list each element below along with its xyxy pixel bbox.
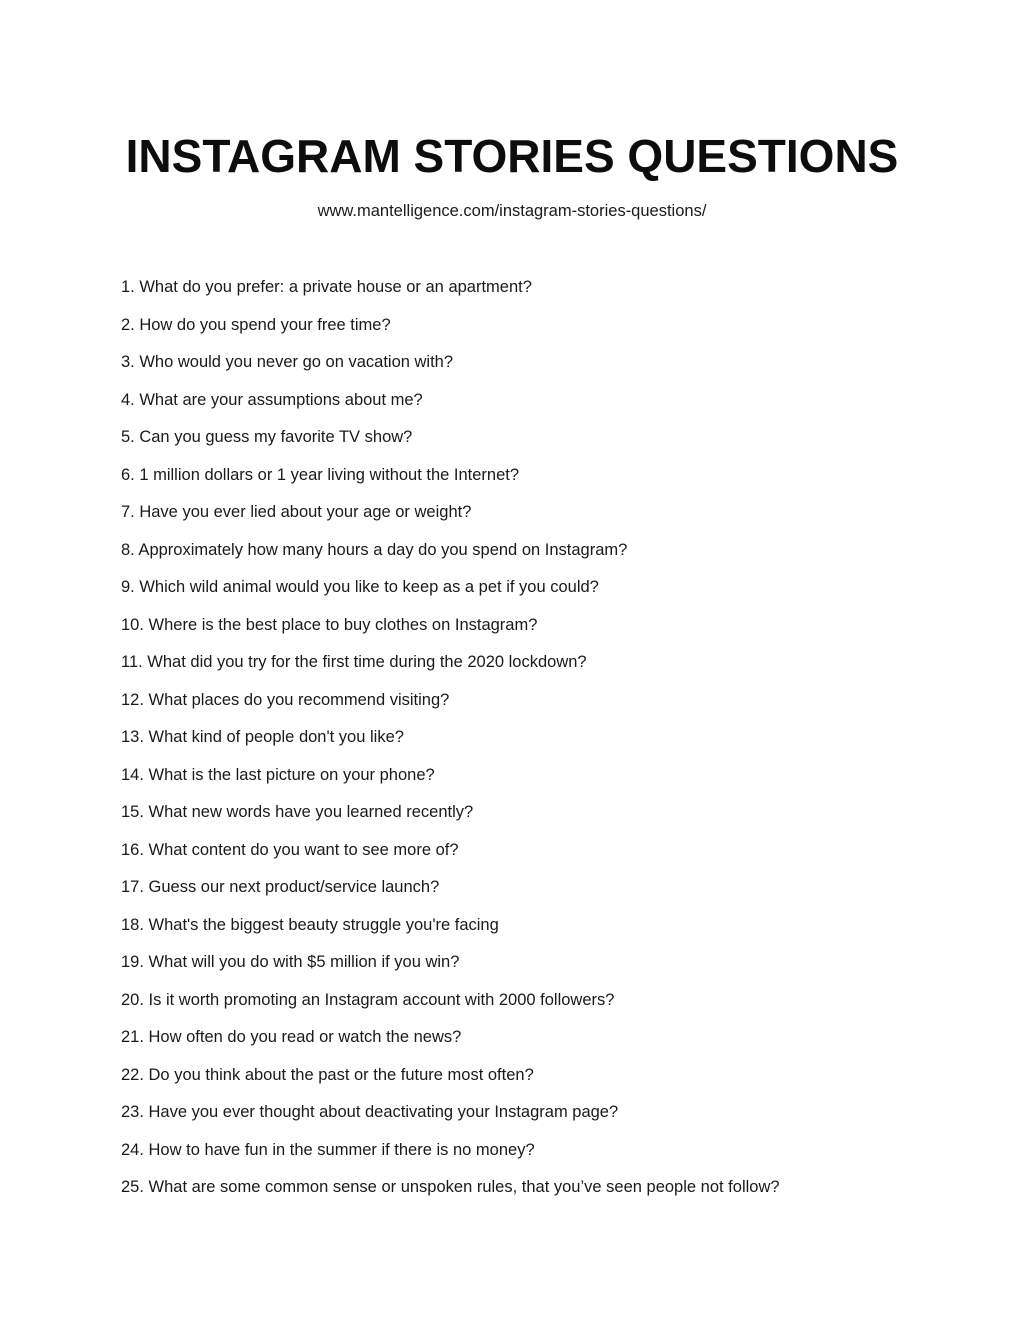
question-item: 22. Do you think about the past or the future most often? [121, 1065, 534, 1084]
question-item: 3. Who would you never go on vacation with? [121, 353, 454, 371]
question-item: 12. What places do you recommend visiting? [121, 690, 450, 709]
source-url: www.mantelligence.com/instagram-stories-questions/ [317, 202, 707, 220]
question-item: 6. 1 million dollars or 1 year living without the Internet? [121, 465, 520, 484]
question-item: 1. What do you prefer: a private house or an apartment? [121, 278, 532, 296]
question-item: 11. What did you try for the first time during the 2020 lockdown? [121, 653, 587, 671]
page-title: INSTAGRAM STORIES QUESTIONS [125, 130, 899, 182]
question-item: 9. Which wild animal would you like to keep as a pet if you could? [121, 578, 599, 596]
question-item: 24. How to have fun in the summer if there is no money? [121, 1140, 535, 1159]
question-item: 5. Can you guess my favorite TV show? [121, 428, 413, 446]
question-item: 17. Guess our next product/service launch? [121, 878, 440, 896]
question-item: 4. What are your assumptions about me? [121, 390, 423, 409]
question-item: 8. Approximately how many hours a day do you spend on Instagram? [121, 540, 628, 559]
question-item: 16. What content do you want to see more of? [121, 840, 459, 859]
question-item: 10. Where is the best place to buy clothes on Instagram? [121, 615, 538, 634]
question-item: 13. What kind of people don't you like? [121, 728, 404, 746]
question-item: 21. How often do you read or watch the news? [121, 1028, 462, 1046]
question-item: 15. What new words have you learned recently? [121, 803, 474, 821]
question-list [121, 276, 981, 1214]
question-item: 20. Is it worth promoting an Instagram account with 2000 followers? [121, 990, 615, 1009]
question-item: 25. What are some common sense or unspoken rules, that you’ve seen people not follow? [121, 1178, 780, 1196]
question-item: 7. Have you ever lied about your age or weight? [121, 503, 472, 521]
question-item: 14. What is the last picture on your phone? [121, 765, 435, 784]
question-item: 2. How do you spend your free time? [121, 315, 391, 334]
question-item: 19. What will you do with $5 million if you win? [121, 953, 460, 971]
question-item: 23. Have you ever thought about deactivating your Instagram page? [121, 1103, 619, 1121]
question-item: 18. What's the biggest beauty struggle you're facing [121, 915, 499, 934]
